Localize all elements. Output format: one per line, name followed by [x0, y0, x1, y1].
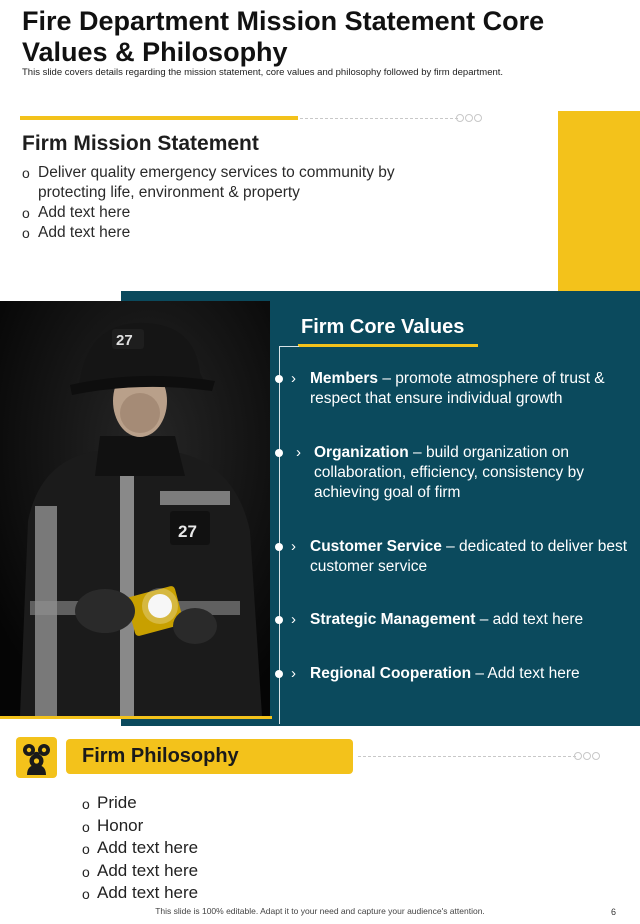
core-value-title: Regional Cooperation [310, 665, 472, 682]
timeline-dot-icon [275, 375, 283, 383]
core-value-item [275, 610, 635, 630]
timeline-connector [279, 346, 299, 347]
helmet-number: 27 [116, 332, 133, 349]
mission-item: o Add text here [22, 203, 442, 223]
philosophy-item: o Honor [82, 815, 198, 838]
philosophy-item: o Add text here [82, 860, 198, 883]
core-value-item [275, 664, 635, 684]
philosophy-item: o Pride [82, 792, 198, 815]
dots-decoration-icon [574, 751, 600, 760]
philosophy-list [82, 792, 198, 905]
firefighter-illustration [0, 301, 270, 716]
chevron-right-icon: › [296, 444, 301, 461]
chevron-right-icon: › [291, 665, 296, 682]
timeline-dot-icon [275, 670, 283, 678]
dashed-divider [300, 118, 458, 119]
core-value-title: Strategic Management [310, 611, 476, 628]
chevron-right-icon: › [291, 370, 296, 387]
photo-accent-line [0, 716, 272, 719]
philosophy-item: o Add text here [82, 837, 198, 860]
core-value-desc: – build organization on collaboration, efficiency, consistency by achieving goal of firm [314, 444, 584, 501]
core-value-desc: – promote atmosphere of trust & respect that ensure individual growth [310, 370, 605, 407]
chevron-right-icon: › [291, 611, 296, 628]
philosophy-heading-pill [66, 739, 353, 774]
core-value-desc: – add text here [475, 611, 584, 628]
core-value-desc: – Add text here [471, 665, 580, 682]
page-subtitle: This slide covers details regarding the mission statement, core values and philosophy followed by firm department. [22, 67, 504, 78]
mission-list [22, 163, 442, 243]
core-value-title: Members [310, 370, 379, 387]
core-value-title: Customer Service [310, 538, 442, 555]
core-value-item [275, 537, 635, 577]
footer-note: This slide is 100% editable. Adapt it to your need and capture your audience's attention. [155, 906, 485, 916]
core-values-underline [298, 344, 478, 347]
core-value-item [275, 443, 635, 503]
jacket-number: 27 [178, 522, 197, 541]
mission-item: o Add text here [22, 223, 442, 243]
team-gear-icon [16, 737, 57, 778]
gold-divider [20, 116, 298, 120]
philosophy-item: o Add text here [82, 882, 198, 905]
mission-item: o Deliver quality emergency services to community by protecting life, environment & property [22, 163, 442, 203]
yellow-accent-block [558, 111, 640, 291]
page-title: Fire Department Mission Statement Core Values & Philosophy [22, 6, 545, 67]
chevron-right-icon: › [291, 538, 296, 555]
core-value-title: Organization [314, 444, 409, 461]
mission-heading: Firm Mission Statement [22, 132, 259, 155]
timeline-dot-icon [275, 543, 283, 551]
timeline-dot-icon [275, 616, 283, 624]
core-value-desc: – dedicated to deliver best customer service [310, 538, 628, 575]
philosophy-heading: Firm Philosophy [82, 745, 239, 767]
firefighter-photo [0, 301, 270, 716]
dots-decoration-icon [456, 112, 482, 124]
page-number: 6 [610, 907, 616, 917]
core-value-item [275, 369, 635, 409]
core-values-heading: Firm Core Values [301, 316, 465, 338]
dashed-divider [358, 756, 576, 757]
timeline-dot-icon [275, 449, 283, 457]
